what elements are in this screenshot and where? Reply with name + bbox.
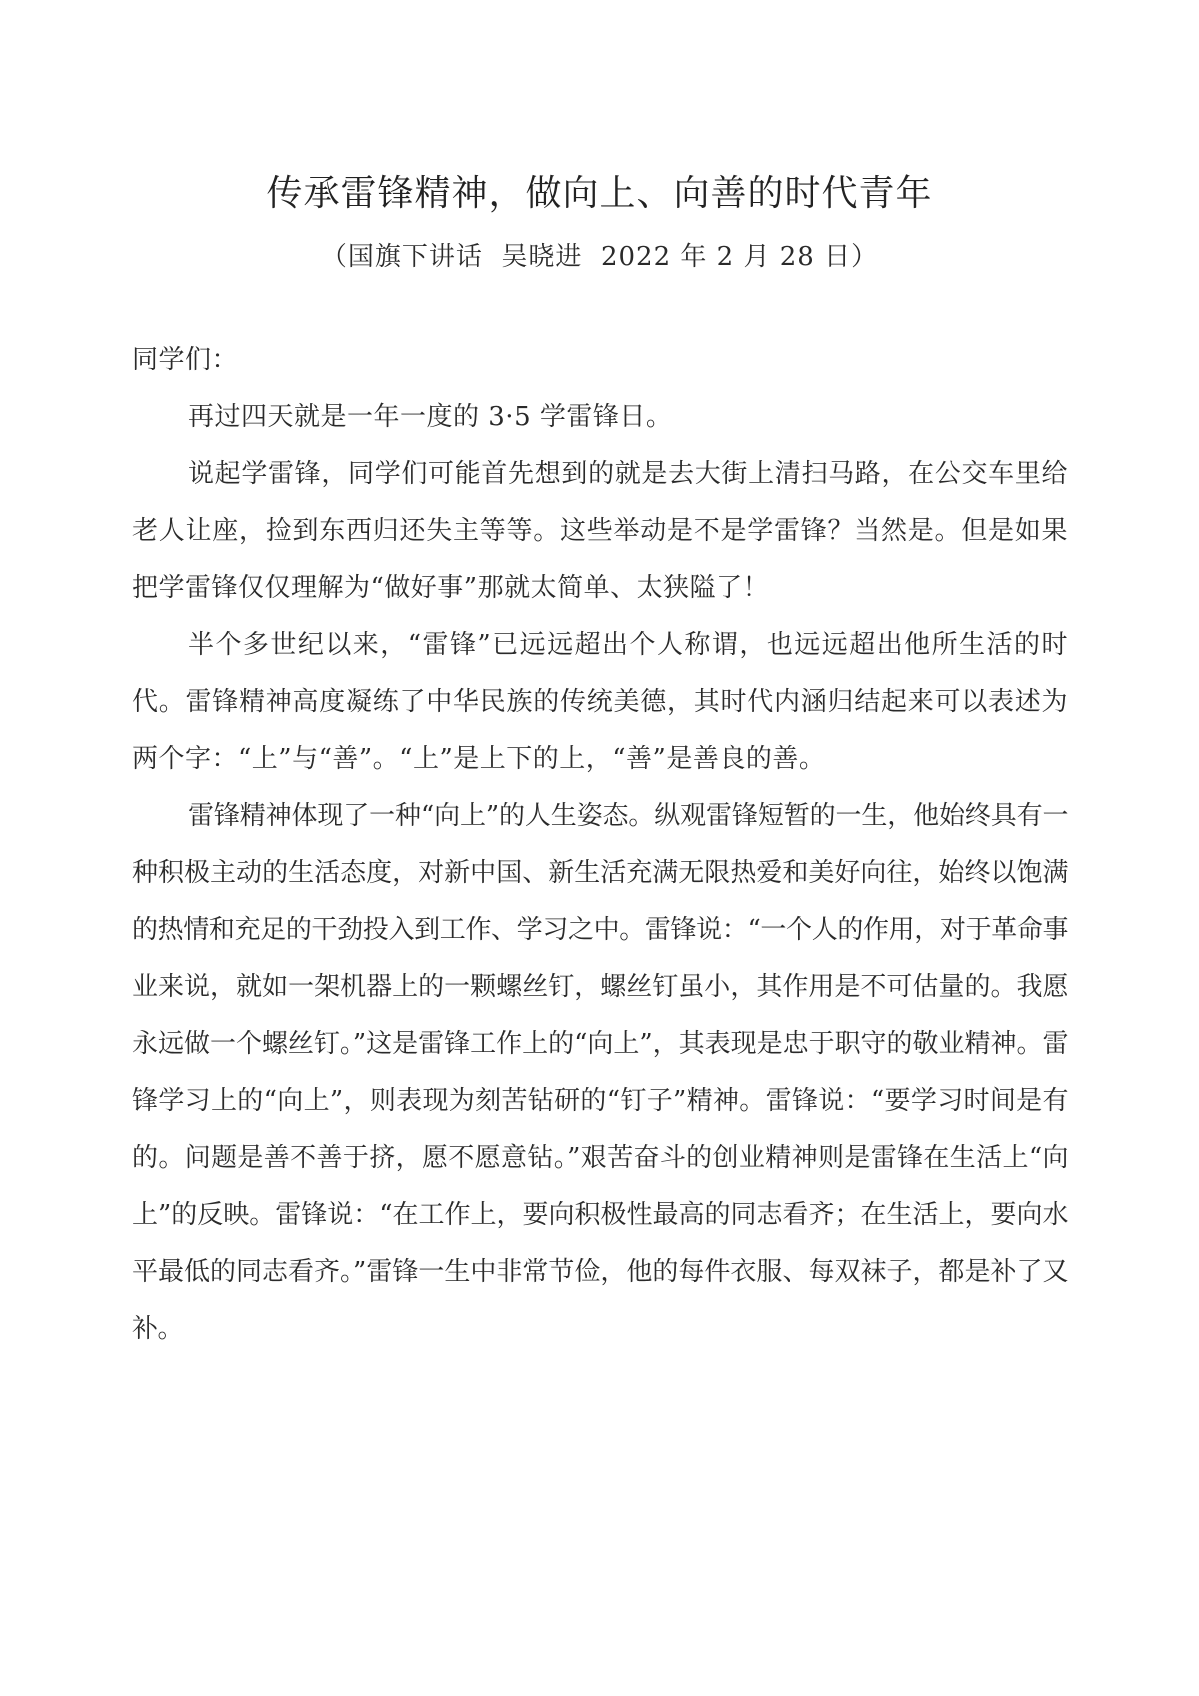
document-title: 传承雷锋精神，做向上、向善的时代青年 (266, 173, 933, 214)
paragraph-1: 再过四天就是一年一度的 3·5 学雷锋日。 (188, 402, 673, 432)
paragraph-2: 说起学雷锋，同学们可能首先想到的就是去大街上清扫马路，在公交车里给老人让座，捡到东西归还失主等等。这些举动是不是学雷锋？当然是。但是如果把学雷锋仅仅理解为“做好事”那就太简单、太狭隘了！ (132, 459, 1068, 603)
document-subtitle: （国旗下讲话 吴晓进 2022 年 2 月 28 日） (320, 242, 879, 272)
paragraph-3: 半个多世纪以来，“雷锋”已远远超出个人称谓，也远远超出他所生活的时代。雷锋精神高度凝练了中华民族的传统美德，其时代内涵归结起来可以表述为两个字：“上”与“善”。“上”是上下的上，“善”是善良的善。 (132, 630, 1068, 774)
salutation: 同学们： (132, 345, 239, 375)
document-body (132, 332, 1068, 1358)
paragraph-4: 雷锋精神体现了一种“向上”的人生姿态。纵观雷锋短暂的一生，他始终具有一种积极主动的生活态度，对新中国、新生活充满无限热爱和美好向往，始终以饱满的热情和充足的干劲投入到工作、学习之中。雷锋说：“一个人的作用，对于革命事业来说，就如一架机器上的一颗螺丝钉，螺丝钉虽小，其作用是不可估量的。我愿永远做一个螺丝钉。”这是雷锋工作上的“向上”，其表现是忠于职守的敬业精神。雷锋学习上的“向上”，则表现为刻苦钻研的“钉子”精神。雷锋说：“要学习时间是有的。问题是善不善于挤，愿不愿意钻。”艰苦奋斗的创业精神则是雷锋在生活上“向上”的反映。雷锋说：“在工作上，要向积极性最高的同志看齐；在生活上，要向水平最低的同志看齐。”雷锋一生中非常节俭，他的每件衣服、每双袜子，都是补了又补。 (132, 801, 1068, 1344)
